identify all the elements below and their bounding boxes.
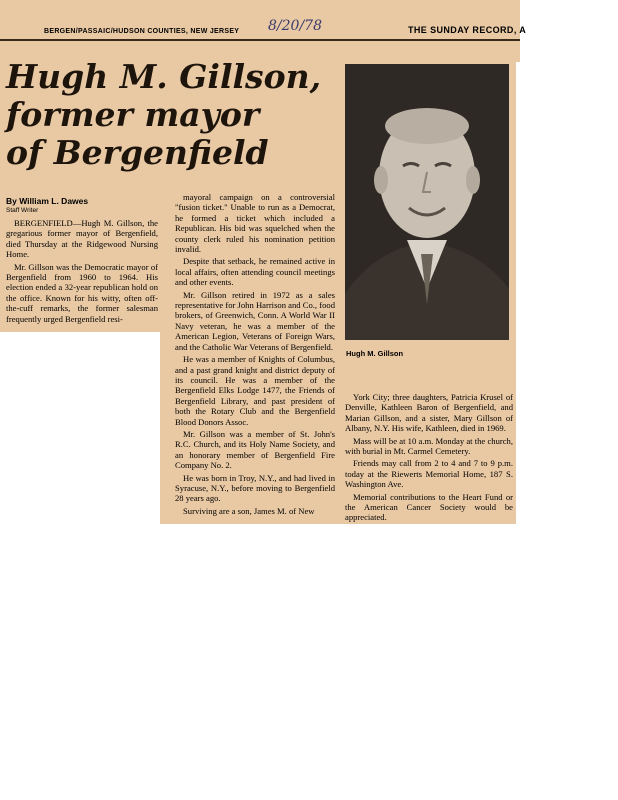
- paragraph: Despite that setback, he remained active in local affairs, often attending council meetings and other events.: [175, 256, 335, 288]
- dateline: BERGEN/PASSAIC/HUDSON COUNTIES, NEW JERSEY: [44, 28, 240, 35]
- photo-caption: Hugh M. Gillson: [346, 349, 404, 358]
- article-column-2: [175, 192, 335, 518]
- paragraph: Friends may call from 2 to 4 and 7 to 9 p.m. today at the Riewerts Memorial Home, 187 S. Washington Ave.: [345, 458, 513, 490]
- paragraph: Mr. Gillson was a member of St. John's R.C. Church, and its Holy Name Society, and an honorary member of Bergenfield Fire Company No. 2.: [175, 428, 335, 471]
- paragraph: He was born in Troy, N.Y., and had lived in Syracuse, N.Y., before moving to Bergenfield 28 years ago.: [175, 472, 335, 504]
- headline-line-1: Hugh M. Gillson,: [6, 57, 322, 96]
- paragraph: Mr. Gillson retired in 1972 as a sales representative for John Harrison and Co., food brokers, of Greenwich, Conn. A World War II Navy veteran, he was a member of the American Legion, Veterans of Foreign Wars, and the Catholic War Veterans of Bergenfield.: [175, 289, 335, 352]
- byline: By William L. Dawes: [6, 196, 89, 206]
- paragraph: Memorial contributions to the Heart Fund or the American Cancer Society would be appreciated.: [345, 491, 513, 523]
- portrait-illustration: [345, 64, 509, 340]
- headline: [6, 58, 341, 172]
- masthead-rule: [0, 39, 520, 41]
- portrait-photo: [345, 64, 509, 340]
- paragraph: Mass will be at 10 a.m. Monday at the church, with burial in Mt. Carmel Cemetery.: [345, 435, 513, 457]
- article-column-3: [345, 392, 513, 525]
- paragraph: York City; three daughters, Patricia Krusel of Denville, Kathleen Baron of Bergenfield, and Marian Gillson, and a sister, Mary Gillson of Albany, N.Y. His wife, Kathleen, died in 1969.: [345, 392, 513, 434]
- handwritten-date: 8/20/78: [268, 18, 322, 34]
- paragraph: Mr. Gillson was the Democratic mayor of Bergenfield from 1960 to 1964. His election ended a 32-year republican hold on the office. Known for his witty, often off-the-cuff remarks, the former salesman frequently urged Bergenfield resi-: [6, 261, 158, 324]
- article-column-1: [6, 218, 158, 326]
- headline-line-3: of Bergenfield: [6, 133, 269, 172]
- headline-line-2: former mayor: [6, 95, 260, 134]
- paragraph: BERGENFIELD—Hugh M. Gillson, the gregarious former mayor of Bergenfield, died Thursday at the Ridgewood Nursing Home.: [6, 218, 158, 260]
- paragraph: He was a member of Knights of Columbus, and a past grand knight and district deputy of its council. He was a member of the Bergenfield Elks Lodge 1477, the Friends of Bergenfield Library, and past president of both the Rotary Club and the Bergenfield Blood Donors Assoc.: [175, 354, 335, 427]
- paragraph: Surviving are a son, James M. of New: [183, 505, 315, 516]
- byline-role: Staff Writer: [6, 207, 39, 214]
- publication-name: THE SUNDAY RECORD, A: [408, 25, 527, 35]
- paragraph: mayoral campaign on a controversial "fusion ticket." Unable to run as a Democrat, he formed a ticket which included a Republican. His bid was squelched when the county clerk ruled his nomination petition invalid.: [175, 192, 335, 255]
